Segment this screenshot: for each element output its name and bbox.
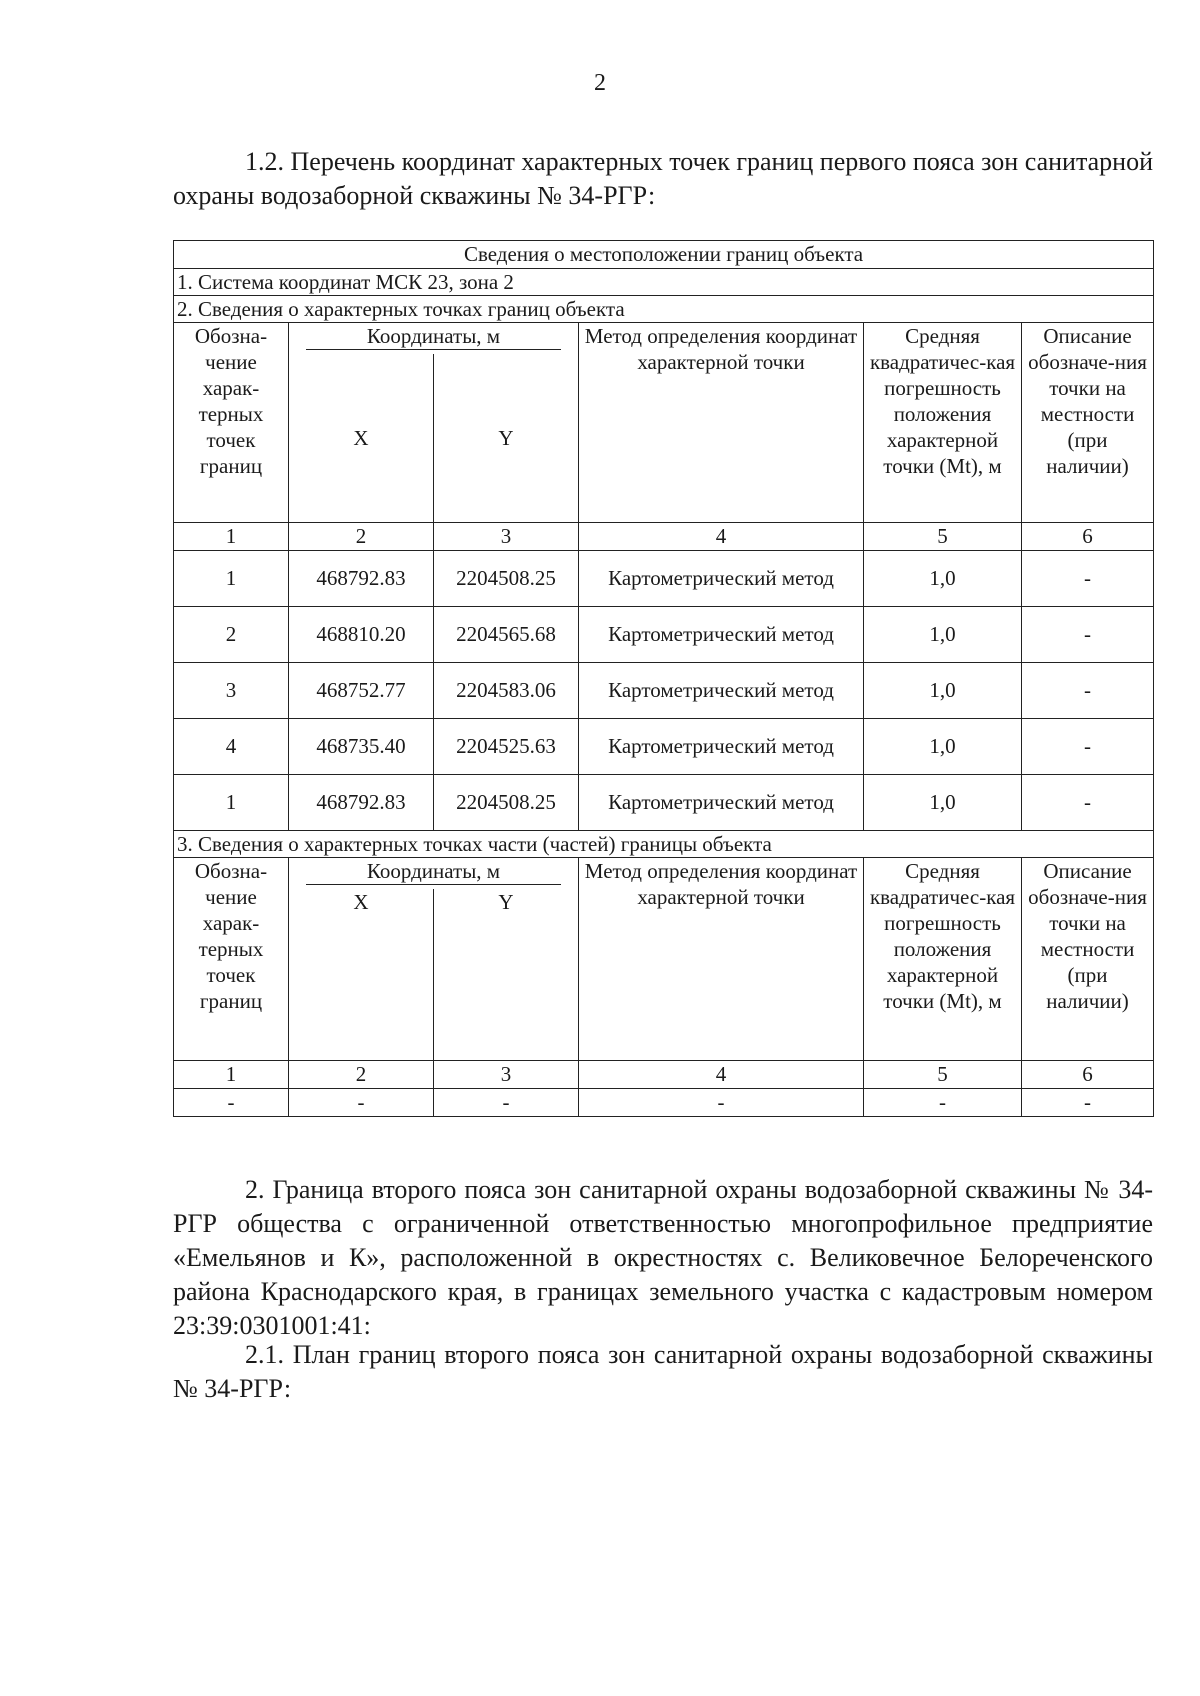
column-number-row — [174, 522, 1154, 550]
table-row-empty — [174, 1089, 1154, 1117]
method: Картометрический метод — [579, 606, 864, 662]
header-coordinates — [289, 323, 579, 355]
coord-x: 468792.83 — [289, 550, 434, 606]
method: Картометрический метод — [579, 718, 864, 774]
paragraph-2-1 — [173, 1338, 1153, 1406]
method: Картометрический метод — [579, 662, 864, 718]
coord-x: 468735.40 — [289, 718, 434, 774]
error-mt: 1,0 — [864, 718, 1022, 774]
point-number: 1 — [174, 550, 289, 606]
error-mt: 1,0 — [864, 606, 1022, 662]
error-mt: 1,0 — [864, 662, 1022, 718]
description: - — [1022, 606, 1154, 662]
empty-cell: - — [174, 1089, 289, 1117]
col-number: 4 — [579, 1061, 864, 1089]
column-number-row — [174, 1061, 1154, 1089]
header-designation: Обозна-чение харак-терных точек границ — [174, 323, 289, 523]
col-number: 6 — [1022, 1061, 1154, 1089]
paragraph-1-2-text: 1.2. Перечень координат характерных точек границ первого пояса зон санитарной охраны водозаборной скважины № 34-РГР: — [173, 147, 1153, 210]
header-error: Средняя квадратичес-кая погрешность положения характерной точки (Mt), м — [864, 857, 1022, 1061]
header-method: Метод определения координат характерной точки — [579, 323, 864, 523]
table-row — [174, 606, 1154, 662]
section-1-coordinate-system: 1. Система координат МСК 23, зона 2 — [174, 269, 1154, 296]
paragraph-1-2 — [173, 145, 1153, 213]
coordinates-table — [173, 240, 1154, 1117]
header-description: Описание обозначе-ния точки на местности (при наличии) — [1022, 857, 1154, 1061]
col-number: 1 — [174, 522, 289, 550]
point-number: 2 — [174, 606, 289, 662]
col-number: 2 — [289, 522, 434, 550]
section-3-heading: 3. Сведения о характерных точках части (частей) границы объекта — [174, 830, 1154, 857]
table-row — [174, 550, 1154, 606]
page-number: 2 — [594, 70, 606, 96]
col-number: 2 — [289, 1061, 434, 1089]
coord-y: 2204525.63 — [434, 718, 579, 774]
header-y: Y — [434, 889, 579, 1061]
empty-cell: - — [864, 1089, 1022, 1117]
table-row — [174, 774, 1154, 830]
header-method: Метод определения координат характерной точки — [579, 857, 864, 1061]
header-y: Y — [434, 354, 579, 522]
header-error: Средняя квадратичес-кая погрешность положения характерной точки (Mt), м — [864, 323, 1022, 523]
coord-y: 2204583.06 — [434, 662, 579, 718]
coord-x: 468752.77 — [289, 662, 434, 718]
empty-cell: - — [434, 1089, 579, 1117]
table-title: Сведения о местоположении границ объекта — [174, 241, 1154, 269]
table-row — [174, 718, 1154, 774]
coord-x: 468810.20 — [289, 606, 434, 662]
paragraph-2-text: 2. Граница второго пояса зон санитарной охраны водозаборной скважины № 34-РГР общества с ограниченной ответственностью многопрофильное предприятие «Емельянов и К», расположенной в окрестностях с. Великовечное Белореченского района Краснодарского края, в границах земельного участка с кадастровым номером 23:39:0301001:41: — [173, 1175, 1153, 1340]
header-x: X — [289, 354, 434, 522]
col-number: 6 — [1022, 522, 1154, 550]
coord-y: 2204565.68 — [434, 606, 579, 662]
description: - — [1022, 774, 1154, 830]
description: - — [1022, 718, 1154, 774]
error-mt: 1,0 — [864, 774, 1022, 830]
paragraph-2 — [173, 1173, 1153, 1343]
point-number: 3 — [174, 662, 289, 718]
header-designation: Обозна-чение харак-терных точек границ — [174, 857, 289, 1061]
point-number: 1 — [174, 774, 289, 830]
coord-x: 468792.83 — [289, 774, 434, 830]
col-number: 5 — [864, 522, 1022, 550]
empty-cell: - — [579, 1089, 864, 1117]
error-mt: 1,0 — [864, 550, 1022, 606]
empty-cell: - — [1022, 1089, 1154, 1117]
col-number: 4 — [579, 522, 864, 550]
section-2-heading: 2. Сведения о характерных точках границ объекта — [174, 296, 1154, 323]
header-coordinates-label: Координаты, м — [306, 323, 561, 350]
paragraph-2-1-text: 2.1. План границ второго пояса зон санитарной охраны водозаборной скважины № 34-РГР: — [173, 1340, 1153, 1403]
col-number: 3 — [434, 1061, 579, 1089]
method: Картометрический метод — [579, 550, 864, 606]
method: Картометрический метод — [579, 774, 864, 830]
empty-cell: - — [289, 1089, 434, 1117]
header-coordinates — [289, 857, 579, 889]
table-row — [174, 662, 1154, 718]
col-number: 1 — [174, 1061, 289, 1089]
header-x: X — [289, 889, 434, 1061]
col-number: 3 — [434, 522, 579, 550]
header-coordinates-label: Координаты, м — [306, 858, 561, 885]
point-number: 4 — [174, 718, 289, 774]
header-description: Описание обозначе-ния точки на местности (при наличии) — [1022, 323, 1154, 523]
col-number: 5 — [864, 1061, 1022, 1089]
description: - — [1022, 550, 1154, 606]
coord-y: 2204508.25 — [434, 550, 579, 606]
description: - — [1022, 662, 1154, 718]
coord-y: 2204508.25 — [434, 774, 579, 830]
